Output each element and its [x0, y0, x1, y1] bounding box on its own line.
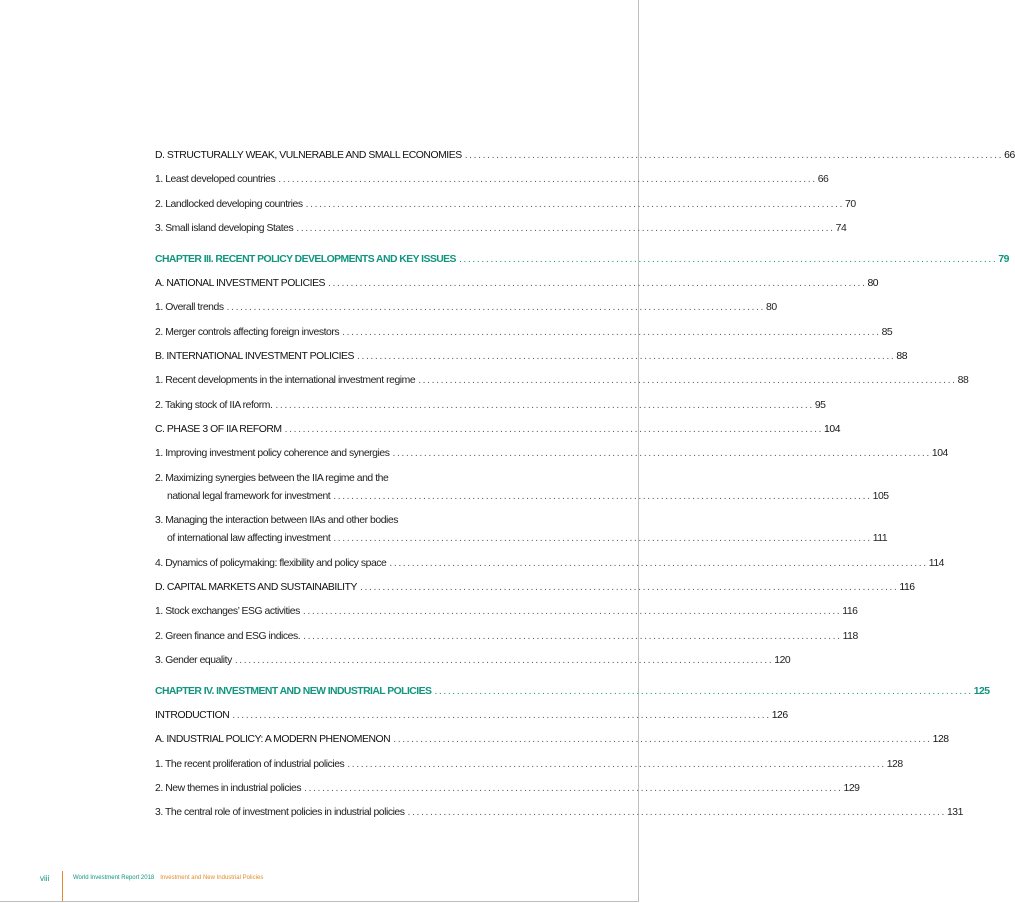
toc-leader-dots: ........................................................................................................................	[418, 375, 957, 386]
toc-leader-dots: ........................................................................................................................	[275, 400, 814, 411]
toc-entry-title: national legal framework for investment	[167, 491, 331, 502]
toc-leader-dots: ........................................................................................................................	[333, 533, 872, 544]
toc-entry-title: CHAPTER IV. INVESTMENT AND NEW INDUSTRIAL POLICIES	[155, 686, 432, 697]
toc-entry-page: 128	[932, 734, 949, 745]
toc-leader-dots: ........................................................................................................................	[284, 424, 824, 435]
toc-entry-title: 1. Recent developments in the international investment regime	[155, 375, 416, 386]
toc-entry-title: A. INDUSTRIAL POLICY: A MODERN PHENOMENON	[155, 734, 391, 745]
toc-entry[interactable]	[155, 710, 788, 722]
toc-entry-page: 131	[946, 807, 963, 818]
toc-leader-dots: ........................................................................................................................	[234, 655, 774, 666]
toc-entry-page: 85	[881, 327, 893, 338]
toc-entry-title: 3. The central role of investment policies in industrial policies	[155, 807, 405, 818]
toc-entry[interactable]	[155, 302, 777, 314]
toc-entry-title: 1. Overall trends	[155, 302, 224, 313]
toc-entry-page: 126	[771, 710, 788, 721]
toc-entry[interactable]	[155, 223, 847, 235]
toc-entry-page: 129	[843, 783, 860, 794]
toc-entry[interactable]	[155, 278, 879, 290]
toc-entry-page: 74	[835, 223, 847, 234]
toc-entry-page: 116	[842, 606, 858, 617]
page-footer	[40, 871, 263, 885]
toc-entry-title: A. NATIONAL INVESTMENT POLICIES	[155, 278, 326, 289]
toc-entry-page: 111	[872, 533, 888, 544]
toc-entry-page: 70	[845, 199, 856, 210]
toc-entry-page: 79	[998, 254, 1009, 265]
toc-leader-dots: ........................................................................................................................	[328, 278, 867, 289]
toc-entry-page: 80	[867, 278, 879, 289]
toc-entry[interactable]	[155, 734, 949, 746]
toc-entry-first-line: 3. Managing the interaction between IIAs and other bodies	[155, 515, 398, 526]
toc-leader-dots: ........................................................................................................................	[464, 150, 1004, 161]
toc-entry[interactable]	[155, 174, 829, 186]
toc-leader-dots: ........................................................................................................................	[232, 710, 771, 721]
toc-leader-dots: ........................................................................................................................	[407, 807, 946, 818]
toc-chapter-entry[interactable]	[155, 254, 1009, 266]
toc-leader-dots: ........................................................................................................................	[296, 223, 835, 234]
toc-entry[interactable]	[155, 606, 858, 618]
toc-leader-dots: ........................................................................................................................	[347, 759, 886, 770]
toc-leader-dots: ........................................................................................................................	[393, 734, 932, 745]
toc-entry-title: 2. Green finance and ESG indices.	[155, 631, 301, 642]
toc-entry[interactable]	[155, 150, 1015, 162]
toc-entry[interactable]	[155, 400, 826, 412]
toc-entry-title: 2. Merger controls affecting foreign investors	[155, 327, 340, 338]
toc-entry[interactable]	[155, 783, 860, 795]
toc-entry-page: 88	[957, 375, 969, 386]
toc-leader-dots: ........................................................................................................................	[333, 491, 872, 502]
toc-leader-dots: ........................................................................................................................	[434, 686, 973, 697]
toc-entry-page: 104	[931, 448, 948, 459]
toc-entry-title: 2. New themes in industrial policies	[155, 783, 302, 794]
toc-entry-page: 128	[886, 759, 903, 770]
toc-entry[interactable]	[155, 759, 903, 771]
toc-entry[interactable]	[155, 558, 944, 570]
toc-entry-page: 66	[817, 174, 829, 185]
toc-entry-title: 1. Improving investment policy coherence and synergies	[155, 448, 390, 459]
toc-leader-dots: ........................................................................................................................	[342, 327, 881, 338]
toc-entry[interactable]	[155, 375, 969, 387]
toc-entry-page: 118	[842, 631, 858, 642]
toc-leader-dots: ........................................................................................................................	[302, 606, 842, 617]
toc-leader-dots: ........................................................................................................................	[226, 302, 766, 313]
toc-entry-title: D. STRUCTURALLY WEAK, VULNERABLE AND SMALL ECONOMIES	[155, 150, 462, 161]
toc-entry-title: C. PHASE 3 OF IIA REFORM	[155, 424, 282, 435]
toc-entry-page: 66	[1004, 150, 1015, 161]
toc-entry[interactable]	[155, 351, 908, 363]
toc-entry[interactable]	[155, 533, 888, 545]
toc-leader-dots: ........................................................................................................................	[278, 174, 817, 185]
toc-entry-title: 1. The recent proliferation of industrial policies	[155, 759, 345, 770]
footer-report-title: World Investment Report 2018	[73, 875, 155, 881]
toc-leader-dots: ........................................................................................................................	[303, 631, 842, 642]
toc-entry-first-line: 2. Maximizing synergies between the IIA regime and the	[155, 473, 389, 484]
toc-entry-page: 125	[973, 686, 990, 697]
toc-leader-dots: ........................................................................................................................	[305, 199, 845, 210]
toc-entry-title: 2. Taking stock of IIA reform.	[155, 400, 273, 411]
toc-entry-page: 80	[766, 302, 777, 313]
toc-entry[interactable]	[155, 448, 948, 460]
toc-entry-page: 116	[899, 582, 915, 593]
toc-entry-title: of international law affecting investment	[167, 533, 331, 544]
toc-entry-title: 1. Least developed countries	[155, 174, 276, 185]
toc-entry-page: 114	[928, 558, 944, 569]
toc-entry-page: 95	[814, 400, 826, 411]
toc-entry[interactable]	[155, 424, 841, 436]
toc-leader-dots: ........................................................................................................................	[304, 783, 843, 794]
toc-leader-dots: ........................................................................................................................	[356, 351, 896, 362]
toc-entry-title: INTRODUCTION	[155, 710, 230, 721]
toc-entry-title: 4. Dynamics of policymaking: flexibility and policy space	[155, 558, 387, 569]
toc-entry-title: 3. Small island developing States	[155, 223, 294, 234]
toc-entry[interactable]	[155, 631, 858, 643]
footer-page-number: viii	[40, 873, 50, 883]
toc-chapter-entry[interactable]	[155, 686, 990, 698]
toc-leader-dots: ........................................................................................................................	[389, 558, 928, 569]
toc-entry[interactable]	[155, 327, 893, 339]
toc-entry-page: 104	[824, 424, 841, 435]
toc-entry-page: 105	[872, 491, 889, 502]
toc-leader-dots: ........................................................................................................................	[458, 254, 998, 265]
toc-entry[interactable]	[155, 582, 915, 594]
toc-leader-dots: ........................................................................................................................	[392, 448, 931, 459]
toc-entry-page: 88	[896, 351, 908, 362]
toc-entry-title: 3. Gender equality	[155, 655, 232, 666]
footer-report-subtitle: Investment and New Industrial Policies	[160, 875, 264, 881]
toc-entry-title: CHAPTER III. RECENT POLICY DEVELOPMENTS AND KEY ISSUES	[155, 254, 456, 265]
toc-entry[interactable]	[155, 807, 963, 819]
toc-entry-title: 2. Landlocked developing countries	[155, 199, 303, 210]
toc-entry-page: 120	[774, 655, 791, 666]
toc-entry-title: B. INTERNATIONAL INVESTMENT POLICIES	[155, 351, 354, 362]
footer-divider	[62, 871, 63, 901]
toc-entry-title: 1. Stock exchanges’ ESG activities	[155, 606, 300, 617]
toc-entry-title: D. CAPITAL MARKETS AND SUSTAINABILITY	[155, 582, 357, 593]
toc-leader-dots: ........................................................................................................................	[359, 582, 899, 593]
toc-entry[interactable]	[155, 655, 791, 667]
toc-entry[interactable]	[155, 199, 856, 211]
toc-entry[interactable]	[155, 491, 889, 503]
